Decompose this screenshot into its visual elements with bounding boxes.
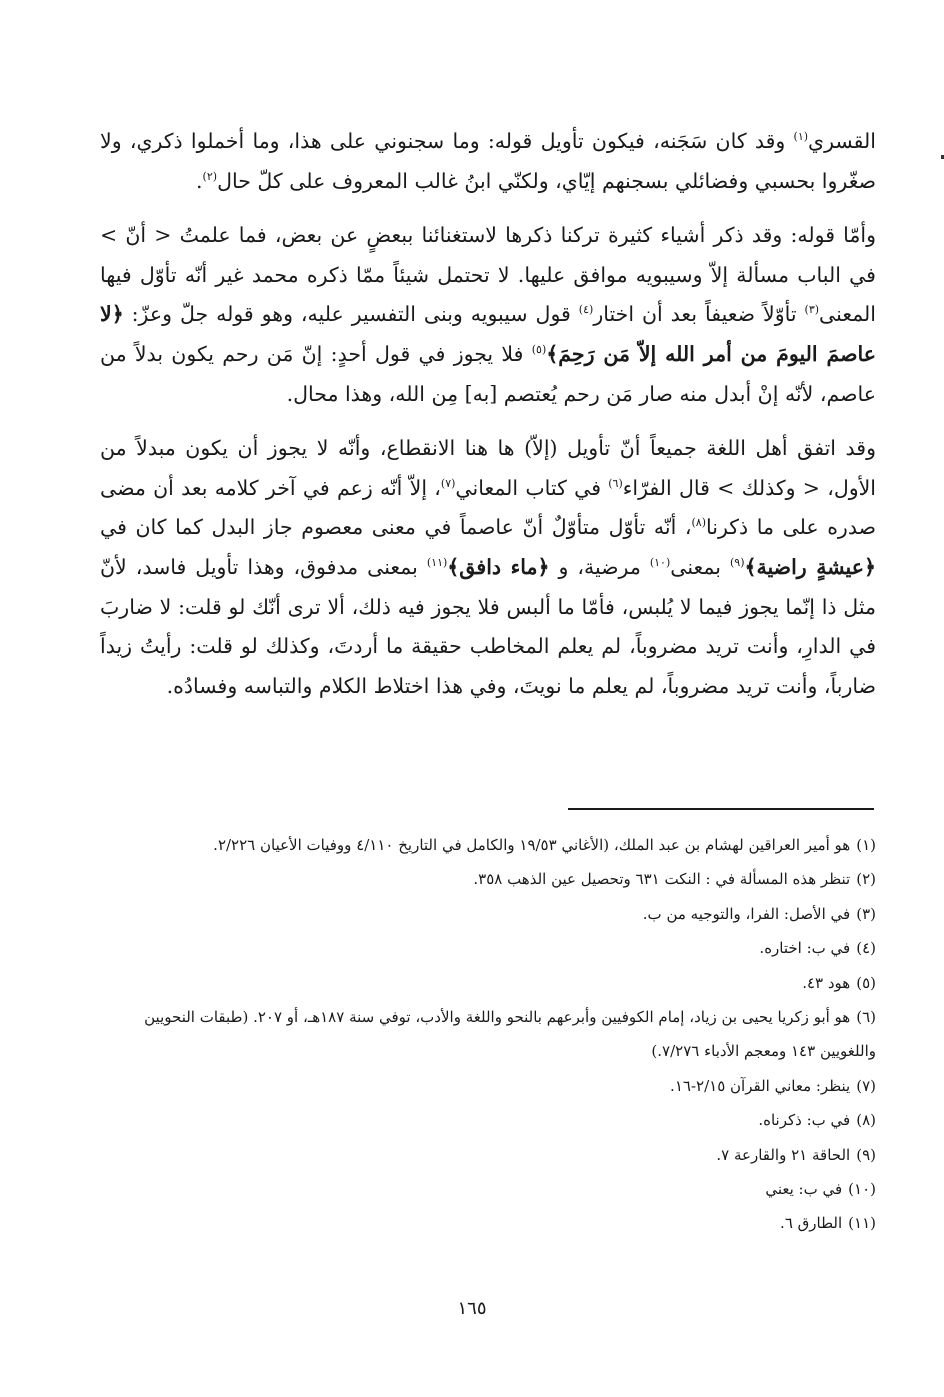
footnote-reference: (٥): [531, 343, 547, 357]
footnote-reference: (٨): [691, 516, 706, 530]
footnote-reference: (٦): [608, 476, 623, 490]
footnote-text: ينظر: معاني القرآن ٢/١٥-١٦.: [670, 1076, 851, 1095]
footnote: [100, 931, 876, 965]
footnote-text: هو أبو زكريا يحيى بن زياد، إمام الكوفيين وأبرعهم بالنحو واللغة والأدب، توفي سنة ١٨٧هـ، أو ٢٠٧. (طبقات النحويين واللغويين ١٤٣ ومعجم الأدباء ٧/٢٧٦.): [144, 1008, 876, 1061]
footnote: [100, 862, 876, 896]
text-run: وأمّا قوله: وقد ذكر أشياء كثيرة تركنا ذكرها لاستغنائنا ببعضٍ عن بعض، فما علمتُ < أنّ > في الباب مسألة إلاّ وسيبويه موافق عليها. لا تحتمل شيئاً ممّا ذكره محمد غير أنّه تأوّل فيها المعنى: [100, 223, 877, 327]
footnote: [100, 1069, 876, 1103]
paragraph-1: [100, 122, 876, 201]
main-text: [100, 122, 876, 706]
page-number: ١٦٥: [457, 1298, 487, 1319]
quran-quote: ﴿لا عاصمَ اليومَ من أمر الله إلاّ مَن رَحِمَ﴾: [100, 302, 876, 366]
footnote-number: (١١): [848, 1214, 876, 1233]
text-run: وقد اتفق أهل اللغة جميعاً أنّ تأويل (إلاّ) ها هنا الانقطاع، وأنّه لا يجوز أن يكون مبدلاً من الأول، < وكذلك > قال الفرّاء: [100, 436, 876, 500]
footnote-text: هود ٤٣.: [802, 973, 851, 992]
footnote-number: (٥): [856, 973, 876, 992]
text-run: ، إلاّ أنّه زعم في آخر كلامه بعد أن مضى صدره على ما ذكرنا: [100, 475, 877, 540]
text-run: تأوّلاً ضعيفاً بعد أن اختار: [593, 302, 805, 327]
quran-quote: ﴿عيشةٍ راضية﴾: [744, 554, 876, 579]
footnote: [100, 1138, 876, 1172]
footnote-text: هو أمير العراقين لهشام بن عبد الملك، (الأغاني ١٩/٥٣ والكامل في التاريخ ٤/١١٠ ووفيات الأعيان ٢/٢٢٦.: [213, 836, 851, 854]
footnote-text: الحاقة ٢١ والقارعة ٧.: [716, 1145, 851, 1164]
text-run: قول سيبويه وبنى التفسير عليه، وهو قوله جلّ وعزّ:: [123, 302, 579, 327]
footnote-reference: (٧): [440, 476, 456, 490]
footnote: [100, 1172, 876, 1206]
footnote-reference: (١): [793, 130, 809, 144]
text-run: وقد كان سَجَنه، فيكون تأويل قوله: وما سجنوني على هذا، وما أخملوا ذكري، ولا صغّروا بحسبي وفضائلي بسجنهم إيّاي، ولكنّي ابنُ غالب المعروف على كلّ حال: [100, 129, 876, 193]
footnote-text: في ب: اختاره.: [759, 939, 851, 958]
text-run: .: [196, 168, 203, 193]
text-run: بمعنى مدفوق، وهذا تأويل فاسد، لأنّ مثل ذا إنّما يجوز فيما لا يُلبس، فأمّا ما ألبس فلا يجوز فيه ذلك، ألا ترى أنّك لو قلت: لا ضاربَ في الدارِ، وأنت تريد مضروباً، لم يعلم المخاطب حقيقة ما أردتَ، وكذلك لو قلت: رأيتُ زيداً ضارباً، وأنت تريد مضروباً، لم يعلم ما نويتَ، وفي هذا اختلاط الكلام والتباسه وفسادُه.: [100, 554, 876, 698]
paragraph-2: [100, 216, 876, 414]
footnote: [100, 1000, 876, 1069]
footnote-text: في ب: يعني: [765, 1180, 843, 1199]
footnote-number: (٣): [856, 904, 876, 923]
footnote-number: (٦): [856, 1008, 876, 1027]
text-run: في كتاب المعاني: [455, 475, 609, 500]
footnote-reference: (١٠): [649, 556, 671, 570]
footnote-reference: (١١): [426, 556, 448, 570]
footnote: [100, 1103, 876, 1137]
footnote-reference: (٢): [202, 169, 218, 183]
footnotes: [100, 828, 876, 1241]
text-run: مرضية، و: [549, 554, 650, 579]
footnote-number: (٤): [856, 939, 876, 958]
footnote-number: (٨): [856, 1111, 876, 1130]
footnote-number: (١٠): [848, 1180, 876, 1199]
footnote-text: تنظر هذه المسألة في : النكت ٦٣١ وتحصيل عين الذهب ٣٥٨.: [473, 870, 851, 889]
footnote-text: في الأصل: الفرا، والتوجيه من ب.: [642, 904, 851, 923]
footnote-reference: (٤): [578, 303, 594, 317]
footnote-text: الطارق ٦.: [780, 1214, 843, 1233]
footnote-reference: (٣): [804, 303, 820, 317]
footnote-reference: (٩): [729, 556, 745, 570]
footnote-number: (٧): [856, 1076, 876, 1095]
footnote: [100, 828, 876, 862]
footnote-divider: [568, 808, 874, 810]
footnote-number: (٩): [856, 1145, 876, 1164]
footnote: [100, 1206, 876, 1240]
paragraph-3: [100, 429, 876, 706]
footnote-text: في ب: ذكرناه.: [758, 1111, 851, 1130]
footnote: [100, 966, 876, 1000]
footnote-number: (١): [856, 836, 876, 854]
text-run: القسري: [808, 129, 876, 153]
text-run: فلا يجوز في قول أحدٍ: إنّ مَن رحم يكون بدلاً من عاصم، لأنّه إنْ أبدل منه صار مَن رحم يُعتصم [به] مِن الله، وهذا محال.: [100, 341, 876, 406]
text-run: ، أنّه تأوّل متأوّلٌ أنّ عاصماً في معنى معصوم جاز البدل كما كان في: [100, 515, 692, 540]
text-run: بمعنى: [670, 554, 730, 579]
footnote: [100, 897, 876, 931]
footnote-number: (٢): [856, 870, 876, 889]
quran-quote: ﴿ماء دافق﴾: [447, 554, 550, 579]
